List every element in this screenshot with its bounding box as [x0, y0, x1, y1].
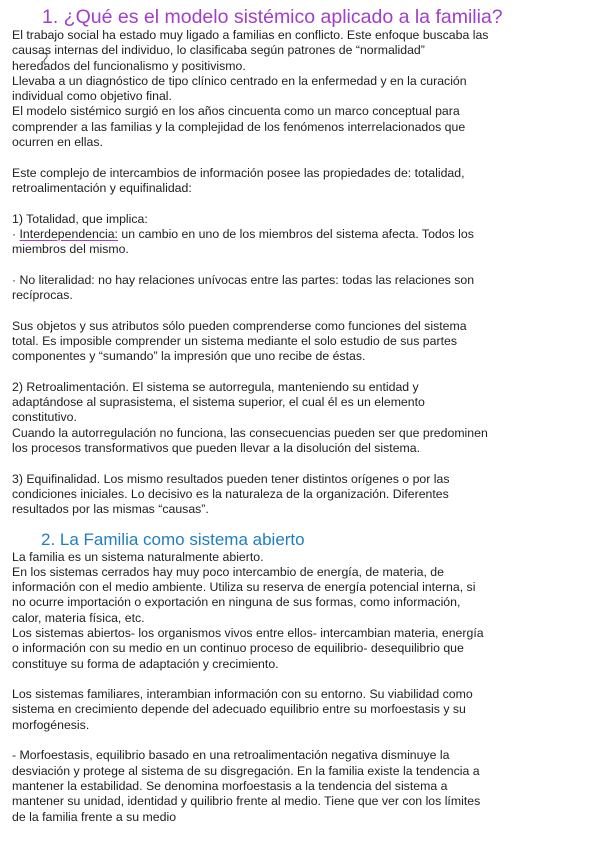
interdependencia-term: Interdependencia: — [19, 226, 118, 241]
no-literalidad-item: · No literalidad: no hay relaciones unívocas entre las partes: todas las relaciones son recíprocas. — [12, 272, 475, 303]
equifinalidad-paragraph: 3) Equifinalidad. Los mismo resultados pueden tener distintos orígenes o por las condiciones iniciales. Lo decisivo es la naturaleza de la organización. Diferentes resultados por las mismas “causas”. — [12, 471, 450, 517]
spacer — [12, 257, 589, 272]
interdependencia-item — [12, 227, 589, 258]
spacer — [12, 456, 589, 471]
spacer — [12, 303, 589, 318]
section2-paragraph-2: En los sistemas cerrados hay muy poco intercambio de energía, de materia, de información con el medio ambiente. Utiliza su reserva de energía potencial interna, si no ocurre importación o exportación en ninguna de sus formas, como información, calor, materia física, etc. — [12, 564, 476, 625]
spacer — [12, 672, 589, 687]
section2-paragraph-3: Los sistemas abiertos- los organismos vivos entre ellos- intercambian materia, energía o información con su medio en un continuo proceso de equilibrio- desequilibrio que constituye su forma de adaptación y crecimiento. — [12, 625, 484, 671]
section2-paragraph-4: Los sistemas familiares, interambian información con su entorno. Su viabilidad como sistema en crecimiento depende del adecuado equilibrio entre su morfoestasis y su morfogénesis. — [12, 687, 473, 732]
objetos-paragraph: Sus objetos y sus atributos sólo pueden comprenderse como funciones del sistema total. Es imposible comprender un sistema mediante el solo estudio de sus partes componentes y “sumando” la impresión que uno recibe de éstas. — [12, 318, 467, 364]
section2-paragraph-1: La familia es un sistema naturalmente abierto. — [12, 549, 264, 564]
spacer — [12, 196, 589, 211]
interdependencia-bullet: · — [12, 226, 20, 241]
retroalimentacion-paragraph: 2) Retroalimentación. El sistema se autorregula, manteniendo su entidad y adaptándose al suprasistema, el sistema superior, el cual él es un elemento constitutivo. — [12, 379, 425, 425]
section1-paragraph-4: Este complejo de intercambios de información posee las propiedades de: totalidad, retroalimentación y equifinalidad: — [12, 165, 465, 195]
interdependencia-text: un cambio en uno de los miembros del sistema afecta. Todos los miembros del mismo. — [12, 226, 474, 257]
handwritten-mark-icon — [40, 52, 52, 66]
autorregulacion-paragraph: Cuando la autorregulación no funciona, las consecuencias pueden ser que predominen los procesos transformativos que pueden llevar a la disolución del sistema. — [12, 425, 488, 456]
section2-paragraph-5: - Morfoestasis, equilibrio basado en una retroalimentación negativa disminuye la desviación y protege al sistema de su disgregación. En la familia existe la tendencia a mantener la estabilidad. Se denomina morfoestasis a la tendencia del sistema a mantener su unidad, identidad y quilibrio frente al medio. Tiene que ver con los límites de la familia frente a su medio — [12, 748, 481, 824]
spacer — [12, 518, 589, 530]
section1-paragraph-2: Llevaba a un diagnóstico de tipo clínico centrado en la enfermedad y en la curación individual como objetivo final. — [12, 73, 467, 104]
totalidad-intro: 1) Totalidad, que implica: — [12, 211, 148, 226]
section1-paragraph-1: El trabajo social ha estado muy ligado a familias en conflicto. Este enfoque buscaba las causas internas del individuo, lo clasificaba según patrones de “normalidad” heredados del funcionalismo y positivismo. — [12, 28, 489, 73]
spacer — [12, 365, 589, 380]
spacer — [12, 733, 589, 748]
section2-title: 2. La Familia como sistema abierto — [41, 529, 305, 549]
section1-paragraph-3: El modelo sistémico surgió en los años cincuenta como un marco conceptual para comprender a las familias y la complejidad de los fenómenos interrelacionados que ocurren en ellas. — [12, 104, 466, 150]
section1-title: 1. ¿Qué es el modelo sistémico aplicado a la familia? — [42, 6, 503, 28]
spacer — [12, 150, 589, 165]
